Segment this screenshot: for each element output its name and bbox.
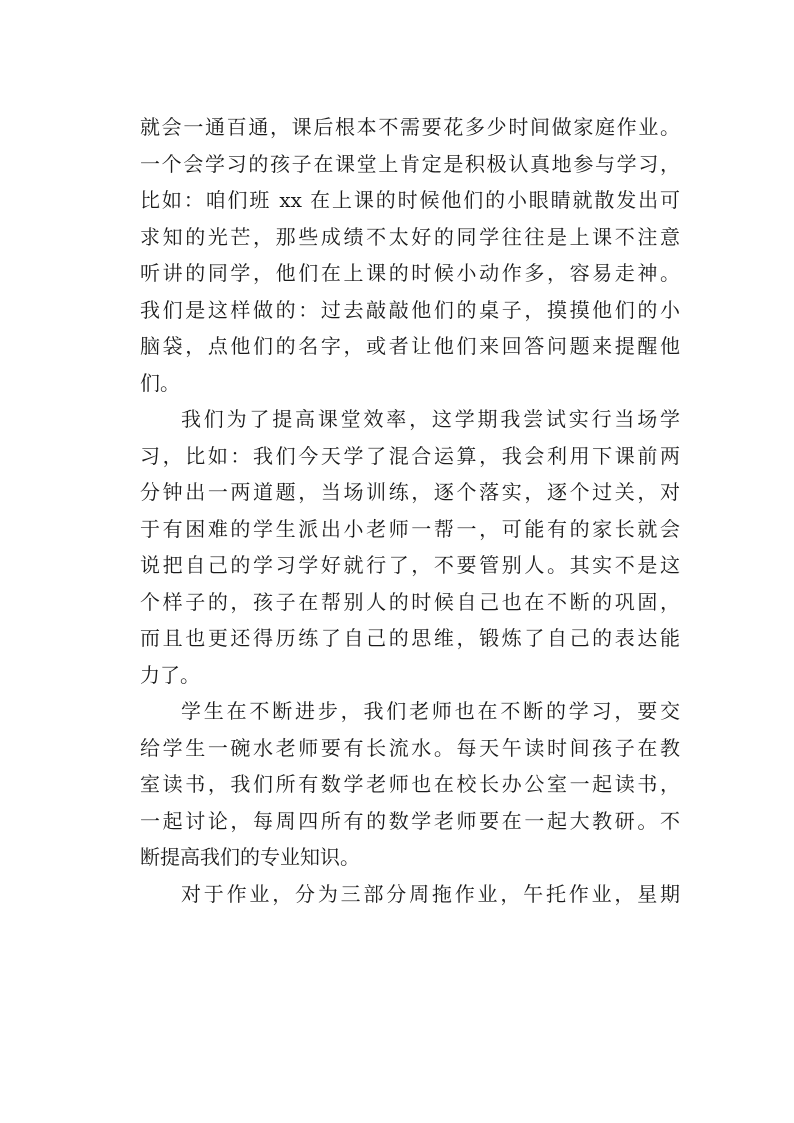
paragraph-line: 听讲的同学，他们在上课的时候小动作多，容易走神。 bbox=[140, 261, 680, 285]
paragraph-line: 室读书，我们所有数学老师也在校长办公室一起读书， bbox=[140, 772, 680, 796]
paragraph-line: 说把自己的学习学好就行了，不要管别人。其实不是这 bbox=[140, 553, 680, 577]
paragraph-2 bbox=[140, 401, 680, 693]
paragraph-line: 给学生一碗水老师要有长流水。每天午读时间孩子在教 bbox=[140, 735, 680, 760]
paragraph-line: 就会一通百通，课后根本不需要花多少时间做家庭作业。 bbox=[140, 115, 680, 139]
paragraph-line: 断提高我们的专业知识。 bbox=[140, 845, 360, 869]
document-body bbox=[140, 109, 680, 912]
paragraph-line: 求知的光芒，那些成绩不太好的同学往往是上课不注意 bbox=[140, 224, 680, 249]
paragraph-line: 个样子的，孩子在帮别人的时候自己也在不断的巩固， bbox=[140, 589, 680, 614]
paragraph-line: 比如：咱们班 xx 在上课的时候他们的小眼睛就散发出可 bbox=[140, 188, 680, 212]
paragraph-line: 们。 bbox=[140, 370, 180, 395]
paragraph-line: 我们是这样做的：过去敲敲他们的桌子，摸摸他们的小 bbox=[140, 297, 680, 322]
paragraph-4 bbox=[140, 876, 680, 913]
paragraph-line: 对于作业，分为三部分周拖作业，午托作业，星期 bbox=[181, 881, 680, 906]
paragraph-line: 一个会学习的孩子在课堂上肯定是积极认真地参与学习， bbox=[140, 151, 680, 176]
paragraph-1 bbox=[140, 109, 680, 401]
paragraph-3 bbox=[140, 693, 680, 876]
paragraph-line: 一起讨论，每周四所有的数学老师要在一起大教研。不 bbox=[140, 808, 680, 833]
paragraph-line: 学生在不断进步，我们老师也在不断的学习，要交 bbox=[181, 699, 680, 723]
paragraph-line: 分钟出一两道题，当场训练，逐个落实，逐个过关，对 bbox=[140, 480, 680, 504]
paragraph-line: 我们为了提高课堂效率，这学期我尝试实行当场学 bbox=[181, 407, 680, 431]
paragraph-line: 习，比如：我们今天学了混合运算，我会利用下课前两 bbox=[140, 443, 680, 468]
paragraph-line: 于有困难的学生派出小老师一帮一，可能有的家长就会 bbox=[140, 516, 680, 541]
paragraph-line: 而且也更还得历练了自己的思维，锻炼了自己的表达能 bbox=[140, 626, 680, 650]
paragraph-line: 力了。 bbox=[140, 662, 200, 687]
paragraph-line: 脑袋，点他们的名字，或者让他们来回答问题来提醒他 bbox=[140, 334, 680, 358]
